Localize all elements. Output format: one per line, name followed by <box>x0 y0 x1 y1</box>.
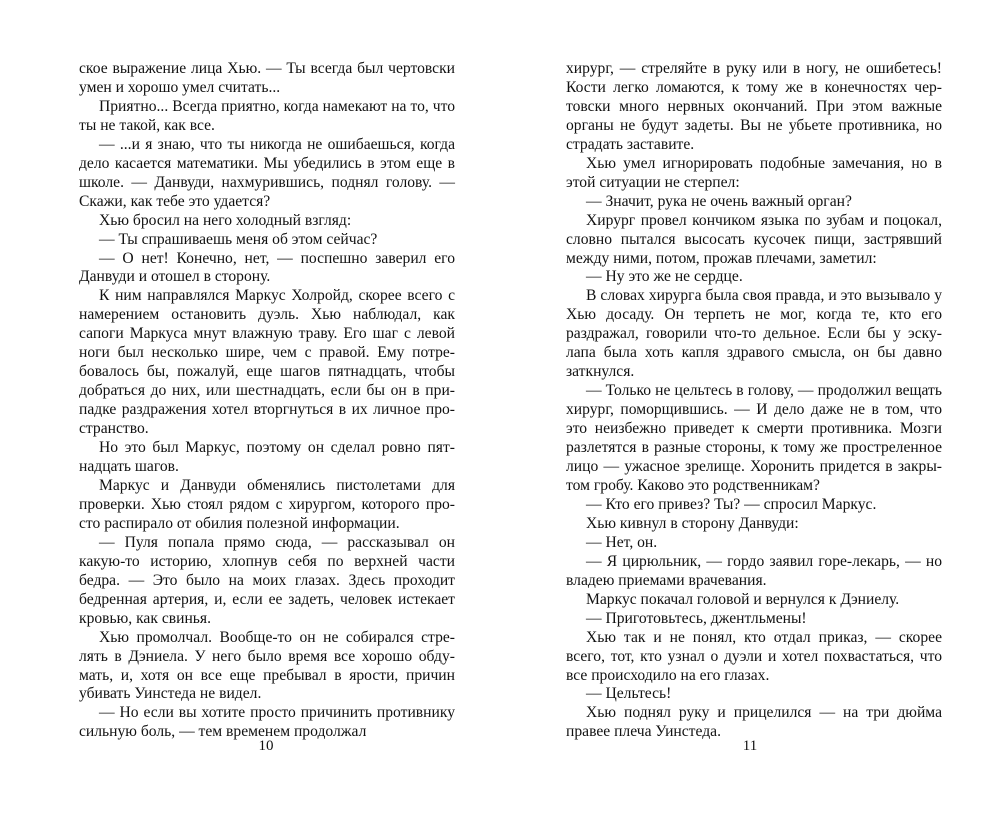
paragraph: Хью кивнул в сторону Данвуди: <box>586 514 799 532</box>
paragraph: Хирург провел кончиком языка по зубам и поцокал, словно пытался высосать кусочек пищи, застрявший между ними, потом, прожав плечами, заметил: <box>566 211 942 267</box>
paragraph: Хью умел игнорировать подобные замечания, но в этой ситуации не стерпел: <box>566 154 942 191</box>
paragraph: — Ты спрашиваешь меня об этом сейчас? <box>99 230 378 248</box>
paragraph: Хью так и не понял, кто отдал приказ, — скорее всего, тот, кто узнал о дуэли и хотел похвастаться, что все происходило на его глазах. <box>566 628 942 684</box>
page-number-left: 10 <box>258 738 274 754</box>
paragraph: ское выражение лица Хью. — Ты всегда был чертовски умен и хорошо умел считать... <box>79 60 455 96</box>
paragraph: К ним направлялся Маркус Холройд, скорее всего с намерением остановить дуэль. Хью наблюдал, как сапоги Маркуса мнут влажную траву. Его шаг с левой ноги был несколько шире, чем с правой. Ему потребовалось бы, пожалуй, еще шагов пятнадцать, чтобы добраться до них, или шестнадцать, если бы он в припадке раздражения хотел вторгнуться в их личное пространство. <box>79 287 455 438</box>
paragraph: — Кто его привез? Ты? — спросил Маркус. <box>586 495 877 513</box>
paragraph: Приятно... Всегда приятно, когда намекают на то, что ты не такой, как все. <box>79 97 455 134</box>
paragraph: Хью поднял руку и прицелился — на три дюйма правее плеча Уинстеда. <box>566 704 942 741</box>
paragraph: — Нет, он. <box>586 533 658 551</box>
paragraph: — Ну это же не сердце. <box>586 268 743 286</box>
right-page <box>500 0 1000 824</box>
paragraph: Хью промолчал. Вообще-то он не собирался стрелять в Дэниела. У него было время все хорошо обдумать, и, хотя он все еще пребывал в ярости, причин убивать Уинстеда не видел. <box>79 628 455 703</box>
paragraph: Но это был Маркус, поэтому он сделал ровно пятнадцать шагов. <box>79 439 455 476</box>
paragraph: — Только не цельтесь в голову, — продолжил вещать хирург, поморщившись. — И дело даже не в том, что это неизбежно приведет к смерти противника. Мозги разлетятся в разные стороны, к тому же простреленное лицо — ужасное зрелище. Хоронить придется в закрытом гробу. Каково это родственникам? <box>566 382 942 494</box>
paragraph: хирург, — стреляйте в руку или в ногу, не ошибетесь! Кости легко ломаются, к тому же в конечностях чертовски много нервных окончаний. При этом важные органы не будут задеты. Вы не убьете противника, но страдать заставите. <box>566 60 942 153</box>
paragraph: — О нет! Конечно, нет, — поспешно заверил его Данвуди и отошел в сторону. <box>79 249 455 286</box>
paragraph: Маркус и Данвуди обменялись пистолетами для проверки. Хью стоял рядом с хирургом, которого просто распирало от обилия полезной информации. <box>79 476 455 532</box>
paragraph: Маркус покачал головой и вернулся к Дэниелу. <box>586 590 900 608</box>
paragraph: — ...и я знаю, что ты никогда не ошибаешься, когда дело касается математики. Мы убедились в этом еще в школе. — Данвуди, нахмурившись, поднял голову. — Скажи, как тебе это удается? <box>79 135 455 210</box>
page-number-right: 11 <box>742 738 758 754</box>
paragraph: — Значит, рука не очень важный орган? <box>586 192 852 210</box>
paragraph: — Цельтесь! <box>586 685 672 703</box>
paragraph: — Приготовьтесь, джентльмены! <box>586 609 807 627</box>
paragraph: В словах хирурга была своя правда, и это вызывало у Хью досаду. Он терпеть не мог, когда те, кто его раздражал, говорили что-то дельное. Если бы у эскулапа была хоть капля здравого смысла, он бы давно заткнулся. <box>566 287 942 381</box>
paragraph: — Но если вы хотите просто причинить противнику сильную боль, — тем временем продолжал <box>79 704 455 741</box>
left-page-text <box>79 60 455 742</box>
right-page-text <box>566 60 942 742</box>
paragraph: — Я цирюльник, — гордо заявил горе-лекарь, — но владею приемами врачевания. <box>566 552 942 589</box>
paragraph: — Пуля попала прямо сюда, — рассказывал он какую-то историю, хлопнув себя по верхней части бедра. — Это было на моих глазах. Здесь проходит бедренная артерия, и, если ее задеть, человек истекает кровью, как свинья. <box>79 533 455 627</box>
paragraph: Хью бросил на него холодный взгляд: <box>99 211 352 229</box>
